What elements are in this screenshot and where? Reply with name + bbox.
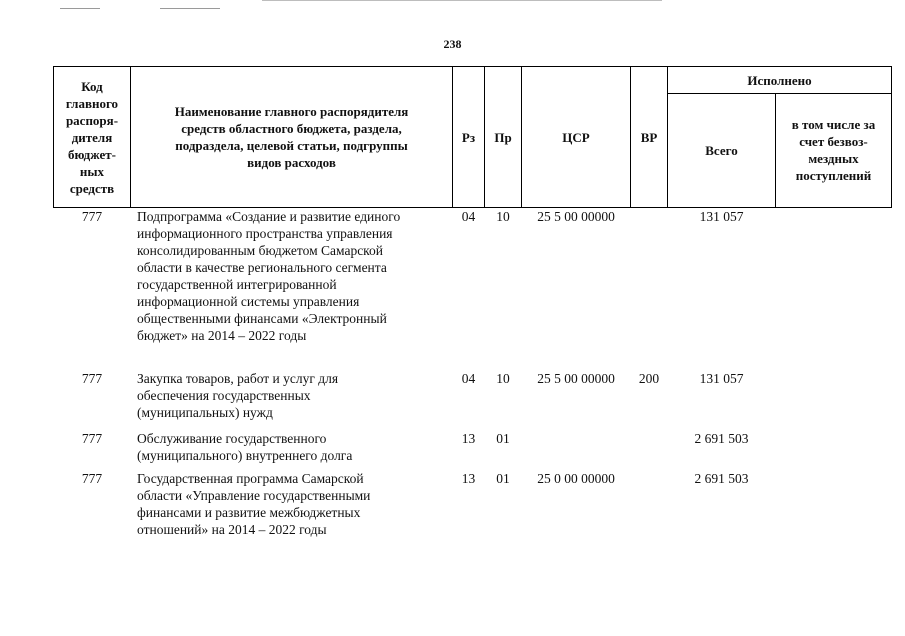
row-vr: 200 <box>638 371 660 386</box>
row-name: Обслуживание государственного (муниципального) внутреннего долга <box>137 431 353 463</box>
row-code: 777 <box>81 471 103 486</box>
row-pr: 01 <box>496 431 510 446</box>
row-total: 2 691 503 <box>694 471 749 486</box>
column-border <box>891 66 892 208</box>
row-total: 131 057 <box>699 371 744 386</box>
row-rz: 13 <box>461 471 476 486</box>
row-total: 131 057 <box>699 209 744 224</box>
scan-artifact <box>160 8 220 9</box>
header-executed: Исполнено <box>747 73 812 88</box>
row-pr: 01 <box>496 471 510 486</box>
scan-artifact <box>262 0 662 1</box>
header-rz: Рз <box>461 129 476 145</box>
table-top-border <box>53 66 892 67</box>
header-total: Всего <box>705 142 738 158</box>
row-code: 777 <box>81 209 103 224</box>
header-code: Код главного распоря- дителя бюджет- ных средств <box>65 78 119 196</box>
page-number: 238 <box>443 37 462 51</box>
row-pr: 10 <box>496 209 510 224</box>
row-code: 777 <box>81 431 103 446</box>
row-pr: 10 <box>496 371 510 386</box>
row-code: 777 <box>81 371 103 386</box>
header-csr: ЦСР <box>562 129 590 145</box>
row-total: 2 691 503 <box>694 431 749 446</box>
header-pr: Пр <box>494 129 512 145</box>
header-name: Наименование главного распорядителя средств областного бюджета, раздела, подраздела, целевой статьи, подгруппы видов расходов <box>174 104 409 170</box>
row-csr: 25 0 00 00000 <box>537 471 615 486</box>
row-rz: 04 <box>461 371 476 386</box>
row-csr: 25 5 00 00000 <box>537 209 615 224</box>
row-rz: 13 <box>461 431 476 446</box>
row-name: Подпрограмма «Создание и развитие единого информационного пространства управления консолидированным бюджетом Самарской области в качестве регионального сегмента государственной интегрированной информационной системы управления общественными финансами «Электронный бюджет» на 2014 – 2022 годы <box>137 209 401 343</box>
row-name: Государственная программа Самарской области «Управление государственными финансами и развитие межбюджетных отношений» на 2014 – 2022 годы <box>137 471 371 537</box>
row-csr: 25 5 00 00000 <box>537 371 615 386</box>
row-name: Закупка товаров, работ и услуг для обеспечения государственных (муниципальных) нужд <box>137 371 339 420</box>
header-gratuitous: в том числе за счет безвоз- мездных поступлений <box>791 117 876 183</box>
row-rz: 04 <box>461 209 476 224</box>
scan-artifact <box>60 8 100 9</box>
header-vr: ВР <box>640 129 658 145</box>
